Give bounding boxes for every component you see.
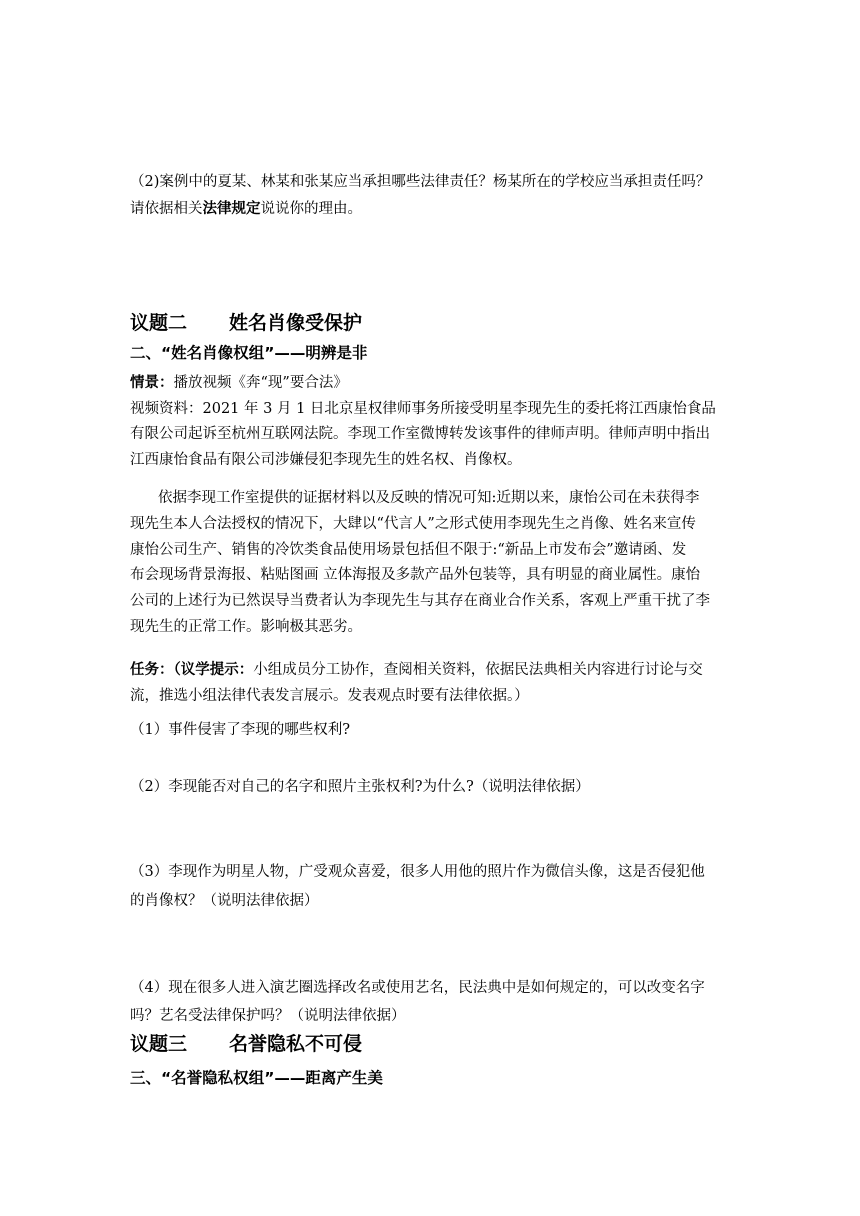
topic-3-heading	[130, 1031, 362, 1057]
topic-2-title: 姓名肖像受保护	[229, 312, 363, 334]
task-line-1	[130, 660, 740, 680]
video-line-3: 江西康怡食品有限公司涉嫌侵犯李现先生的姓名权、肖像权。	[130, 452, 522, 468]
paragraph-line-2: 现先生本人合法授权的情况下，大肆以“代言人”之形式使用李现先生之肖像、姓名来宣传	[130, 516, 696, 532]
topic-2-number: 议题二	[130, 312, 188, 334]
q2-text-post: 说说你的理由。	[260, 201, 362, 217]
question-4-line-2: 吗？艺名受法律保护吗？（说明法律依据）	[130, 1008, 406, 1024]
task-label: 任务：（议学提示：	[130, 662, 254, 678]
paragraph-line-5: 公司的上述行为已然误导当费者认为李现先生与其存在商业合作关系，客观上严重干扰了李	[130, 593, 710, 609]
question-2-line-1: （2)案例中的夏某、林某和张某应当承担哪些法律责任？杨某所在的学校应当承担责任吗？	[130, 174, 711, 190]
topic-3-number: 议题三	[130, 1033, 188, 1055]
q2-text-bold: 法律规定	[202, 200, 261, 217]
question-2: （2）李现能否对自己的名字和照片主张权利?为什么?（说明法律依据）	[130, 779, 590, 795]
paragraph-line-4: 布会现场背景海报、粘贴图画 立体海报及多款产品外包装等，具有明显的商业属性。康怡	[130, 567, 701, 583]
question-4-line-1: （4）现在很多人进入演艺圈选择改名或使用艺名，民法典中是如何规定的，可以改变名字	[130, 980, 705, 996]
video-line-1: 视频资料：2021 年 3 月 1 日北京星权律师事务所接受明星李现先生的委托将江西康怡食品	[130, 401, 716, 417]
question-1: （1）事件侵害了李现的哪些权利?	[130, 722, 350, 738]
video-line-2: 有限公司起诉至杭州互联网法院。李现工作室微博转发该事件的律师声明。律师声明中指出	[130, 426, 710, 442]
paragraph-line-1: 依据李现工作室提供的证据材料以及反映的情况可知:近期以来，康怡公司在未获得李	[158, 490, 700, 506]
topic-2-subtitle: 二、“姓名肖像权组”——明辨是非	[130, 344, 368, 362]
q2-text-pre: 请依据相关	[130, 201, 203, 217]
topic-2-heading	[130, 310, 362, 336]
question-3-line-2: 的肖像权？（说明法律依据）	[130, 893, 319, 909]
scene-text: 播放视频《奔“现”要合法》	[173, 375, 348, 391]
question-3-line-1: （3）李现作为明星人物，广受观众喜爱，很多人用他的照片作为微信头像，这是否侵犯他	[130, 864, 705, 880]
topic-3-title: 名誉隐私不可侵	[229, 1033, 363, 1055]
task-line-2: 流，推选小组法律代表发言展示。发表观点时要有法律依据。）	[130, 688, 529, 704]
scene-label: 情景：	[130, 375, 174, 391]
topic-3-subtitle: 三、“名誉隐私权组”——距离产生美	[130, 1069, 383, 1087]
scene-line	[130, 373, 740, 393]
question-2-line-2	[130, 199, 740, 219]
paragraph-line-3: 康怡公司生产、销售的冷饮类食品使用场景包括但不限于:“新品上市发布会”邀请函、发	[130, 542, 687, 558]
paragraph-line-6: 现先生的正常工作。影响极其恶劣。	[130, 619, 362, 635]
task-text-1: 小组成员分工协作，查阅相关资料，依据民法典相关内容进行讨论与交	[253, 662, 703, 678]
